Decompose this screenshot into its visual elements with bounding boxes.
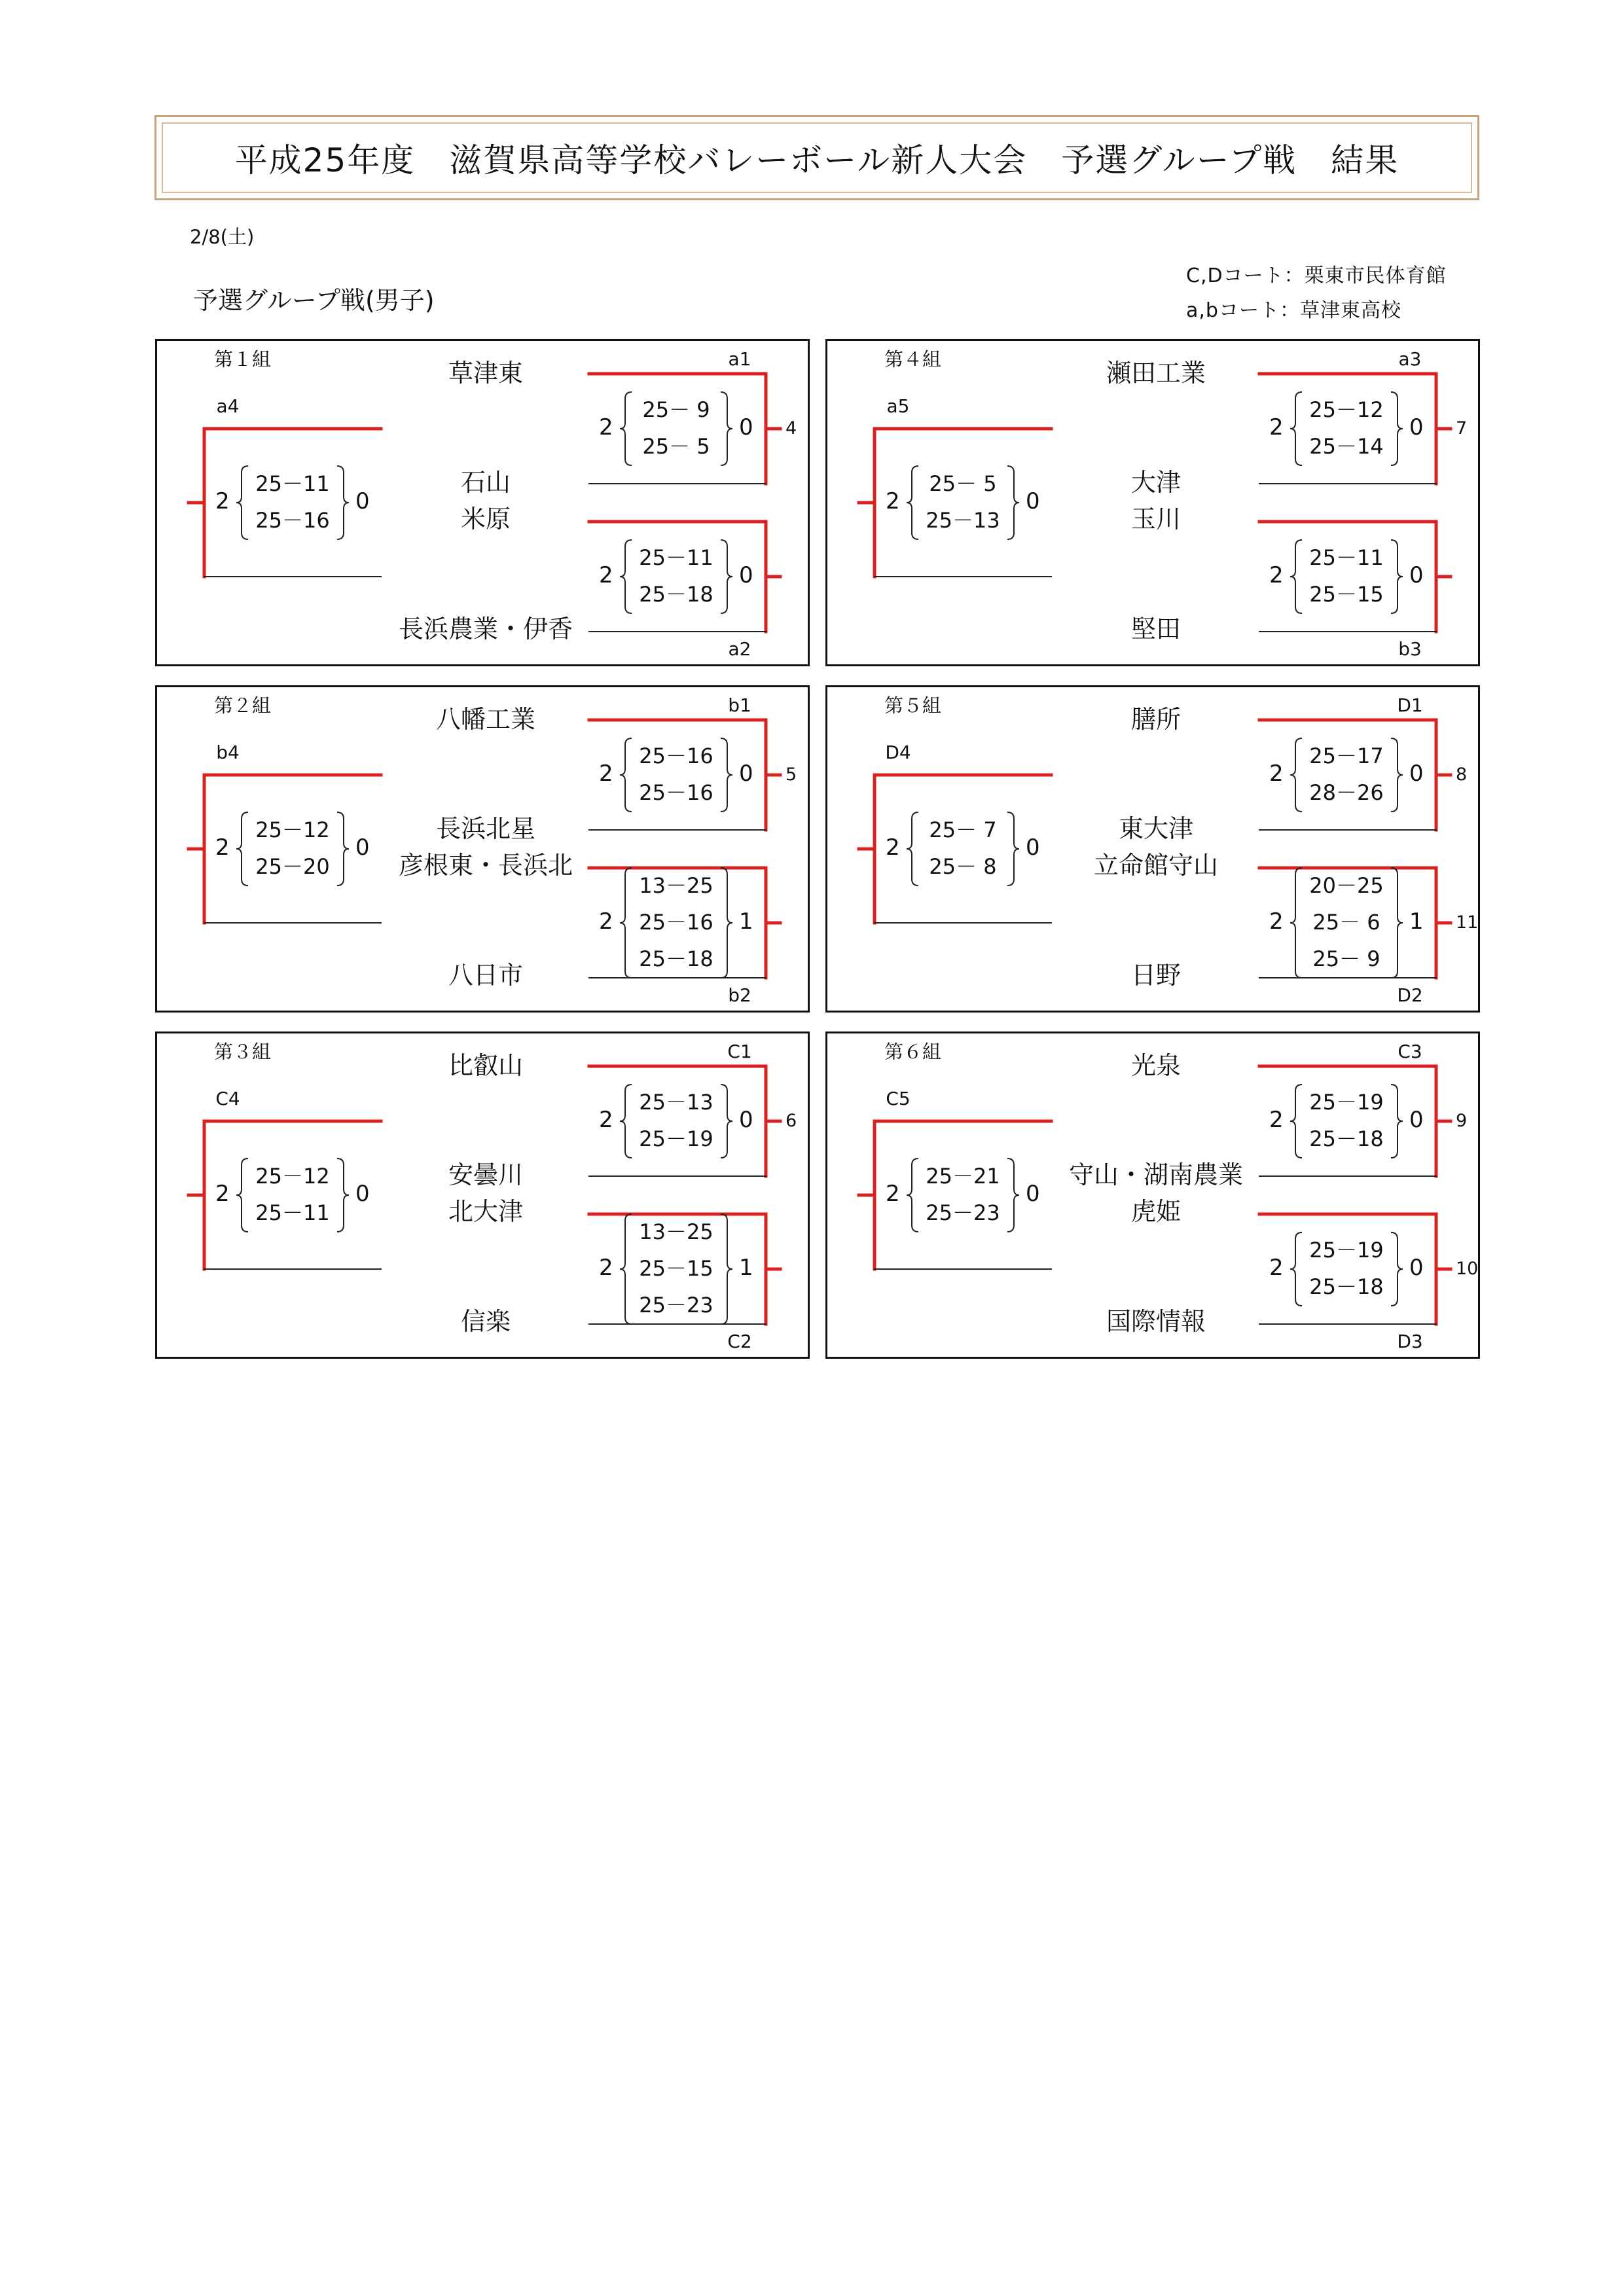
bottom-match-sets-lost: 0 [1409,1255,1424,1281]
group-name: 第５組 [884,694,942,717]
team-name: 八日市 [448,961,523,990]
group-name: 第６組 [884,1041,942,1063]
bottom-match-set-score: 13－25 [639,1219,713,1244]
top-match-sets-won: 2 [1269,1107,1284,1133]
left-match-set-score: 25－11 [255,1200,330,1225]
team-name: 立命館守山 [1093,851,1218,880]
top-match-set-score: 25－ 9 [642,397,710,422]
bottom-match-sets-won: 2 [1269,562,1284,588]
left-match-sets-lost: 0 [355,488,370,514]
venue-cd: C,Dコート：栗東市民体育館 [1186,264,1447,287]
left-match-set-score: 25－ 7 [929,817,997,842]
bottom-match-sets-won: 2 [599,562,613,588]
group-bracket [825,685,1480,1013]
left-match-sets-lost: 0 [1026,1181,1040,1207]
bottom-match-set-score: 25－18 [639,582,713,607]
left-match-sets-won: 2 [886,1181,900,1207]
bottom-match-code: D2 [1397,984,1423,1006]
bottom-match-sets-won: 2 [599,1255,613,1281]
left-match-set-score: 25－21 [926,1164,1000,1189]
top-match-code: b1 [728,694,751,716]
bottom-match-close-brace [1391,868,1403,978]
top-match-sets-lost: 0 [739,1107,753,1133]
top-result-rank: 7 [1456,418,1468,439]
left-match-sets-won: 2 [886,834,900,861]
top-match-close-brace [721,1085,732,1158]
top-match-code: C1 [727,1041,752,1062]
page-title: 平成25年度 滋賀県高等学校バレーボール新人大会 予選グループ戦 結果 [162,122,1472,193]
top-result-rank: 6 [785,1111,797,1131]
top-match-code: D1 [1397,694,1423,716]
venue-ab: a,bコート：草津東高校 [1186,299,1401,322]
team-name: 守山・湖南農業 [1068,1160,1243,1189]
bottom-match-close-brace [721,540,732,613]
bottom-match-set-score: 25－15 [639,1256,713,1281]
left-match-set-score: 25－23 [926,1200,1000,1225]
left-match-code: C4 [215,1088,240,1109]
team-name: 北大津 [448,1197,523,1226]
left-match-set-score: 25－11 [255,471,330,496]
left-match-sets-lost: 0 [1026,834,1040,861]
group-name: 第３組 [214,1041,272,1063]
top-match-set-score: 25－13 [639,1090,713,1115]
top-match-set-score: 25－12 [1309,397,1384,422]
bottom-match-close-brace [721,1214,732,1324]
team-name: 光泉 [1130,1051,1181,1080]
bottom-match-set-score: 25－18 [639,946,713,971]
bottom-match-close-brace [721,868,732,978]
bottom-match-sets-won: 2 [1269,1255,1284,1281]
bottom-match-sets-lost: 1 [739,908,753,935]
team-name: 安曇川 [448,1160,523,1189]
title-box [154,115,1479,200]
left-match-close-brace [1007,812,1019,886]
bottom-match-set-score: 25－15 [1309,582,1384,607]
left-match-code: a5 [886,395,910,417]
bottom-match-set-score: 13－25 [639,873,713,898]
bottom-match-sets-lost: 0 [739,562,753,588]
top-match-set-score: 25－16 [639,744,713,768]
top-match-close-brace [1391,1085,1403,1158]
top-result-rank: 4 [785,418,797,439]
bottom-match-sets-lost: 1 [1409,908,1424,935]
top-match-close-brace [1391,392,1403,465]
team-name: 日野 [1130,961,1181,990]
left-match-sets-lost: 0 [355,1181,370,1207]
team-name: 長浜農業・伊香 [398,615,573,643]
top-match-close-brace [721,738,732,812]
group-bracket [155,339,810,666]
left-match-set-score: 25－13 [926,508,1000,533]
top-match-close-brace [721,392,732,465]
top-match-sets-lost: 0 [1409,761,1424,787]
team-name: 米原 [460,505,511,533]
group-name: 第４組 [884,348,942,370]
left-match-sets-won: 2 [215,834,230,861]
group-bracket [155,1031,810,1359]
top-match-code: a3 [1398,348,1422,370]
top-result-rank: 9 [1456,1111,1468,1131]
team-name: 大津 [1130,468,1181,497]
group-bracket [155,685,810,1013]
team-name: 八幡工業 [435,705,535,734]
left-match-sets-won: 2 [215,488,230,514]
event-date: 2/8(土) [190,226,255,248]
top-match-close-brace [1391,738,1403,812]
top-match-set-score: 28－26 [1309,780,1384,805]
left-match-sets-lost: 0 [355,834,370,861]
team-name: 玉川 [1130,505,1181,533]
top-match-sets-lost: 0 [739,414,753,440]
bottom-match-close-brace [1391,1232,1403,1306]
left-match-sets-won: 2 [215,1181,230,1207]
left-match-set-score: 25－ 5 [929,471,997,496]
bottom-match-code: D3 [1397,1331,1423,1352]
bottom-match-set-score: 25－19 [1309,1238,1384,1263]
top-match-sets-lost: 0 [1409,414,1424,440]
team-name: 膳所 [1130,705,1181,734]
left-match-sets-won: 2 [886,488,900,514]
top-match-code: a1 [728,348,751,370]
top-match-code: C3 [1398,1041,1422,1062]
bottom-match-code: C2 [727,1331,752,1352]
bottom-match-sets-won: 2 [599,908,613,935]
left-match-code: C5 [886,1088,911,1109]
bottom-match-code: b3 [1398,638,1422,660]
left-match-set-score: 25－12 [255,817,330,842]
top-match-set-score: 25－ 5 [642,434,710,459]
left-match-set-score: 25－ 8 [929,854,997,879]
left-match-set-score: 25－20 [255,854,330,879]
left-match-close-brace [1007,1158,1019,1232]
bottom-match-set-score: 25－ 9 [1312,946,1380,971]
top-match-set-score: 25－17 [1309,744,1384,768]
top-result-rank: 8 [1456,764,1468,785]
bottom-match-set-score: 25－16 [639,910,713,935]
bottom-match-code: b2 [728,984,751,1006]
team-name: 草津東 [448,359,523,387]
top-match-sets-won: 2 [599,1107,613,1133]
left-match-close-brace [337,812,349,886]
group-name: 第２組 [214,694,272,717]
top-match-sets-won: 2 [599,414,613,440]
team-name: 堅田 [1130,615,1181,643]
team-name: 瀬田工業 [1106,359,1206,387]
bottom-match-set-score: 25－18 [1309,1274,1384,1299]
bottom-match-close-brace [1391,540,1403,613]
left-match-code: a4 [216,395,240,417]
top-match-sets-won: 2 [1269,761,1284,787]
top-match-set-score: 25－16 [639,780,713,805]
team-name: 信楽 [460,1307,511,1336]
top-match-sets-won: 2 [599,761,613,787]
left-match-close-brace [337,466,349,539]
top-match-set-score: 25－18 [1309,1126,1384,1151]
bottom-match-set-score: 20－25 [1309,873,1384,898]
bottom-match-set-score: 25－23 [639,1293,713,1318]
team-name: 虎姫 [1130,1197,1181,1226]
top-match-sets-won: 2 [1269,414,1284,440]
bottom-result-rank: 10 [1456,1259,1479,1279]
left-match-code: D4 [885,742,911,763]
bottom-match-set-score: 25－ 6 [1312,910,1380,935]
top-match-set-score: 25－19 [639,1126,713,1151]
left-match-set-score: 25－16 [255,508,330,533]
group-name: 第１組 [214,348,272,370]
group-bracket [825,1031,1480,1359]
bottom-match-sets-won: 2 [1269,908,1284,935]
left-match-sets-lost: 0 [1026,488,1040,514]
bottom-result-rank: 11 [1456,912,1479,933]
team-name: 彦根東・長浜北 [398,851,573,880]
left-match-code: b4 [216,742,240,763]
top-match-sets-lost: 0 [739,761,753,787]
top-match-sets-lost: 0 [1409,1107,1424,1133]
team-name: 石山 [460,468,511,497]
section-title: 予選グループ戦(男子) [193,286,435,315]
top-match-set-score: 25－19 [1309,1090,1384,1115]
team-name: 長浜北星 [435,814,535,843]
left-match-close-brace [1007,466,1019,539]
team-name: 国際情報 [1106,1307,1206,1336]
top-result-rank: 5 [785,764,797,785]
team-name: 比叡山 [448,1051,523,1080]
top-match-set-score: 25－14 [1309,434,1384,459]
bottom-match-set-score: 25－11 [639,545,713,570]
bottom-match-set-score: 25－11 [1309,545,1384,570]
group-bracket [825,339,1480,666]
left-match-set-score: 25－12 [255,1164,330,1189]
bottom-match-code: a2 [728,638,751,660]
bottom-match-sets-lost: 0 [1409,562,1424,588]
team-name: 東大津 [1118,814,1193,843]
left-match-close-brace [337,1158,349,1232]
bottom-match-sets-lost: 1 [739,1255,753,1281]
